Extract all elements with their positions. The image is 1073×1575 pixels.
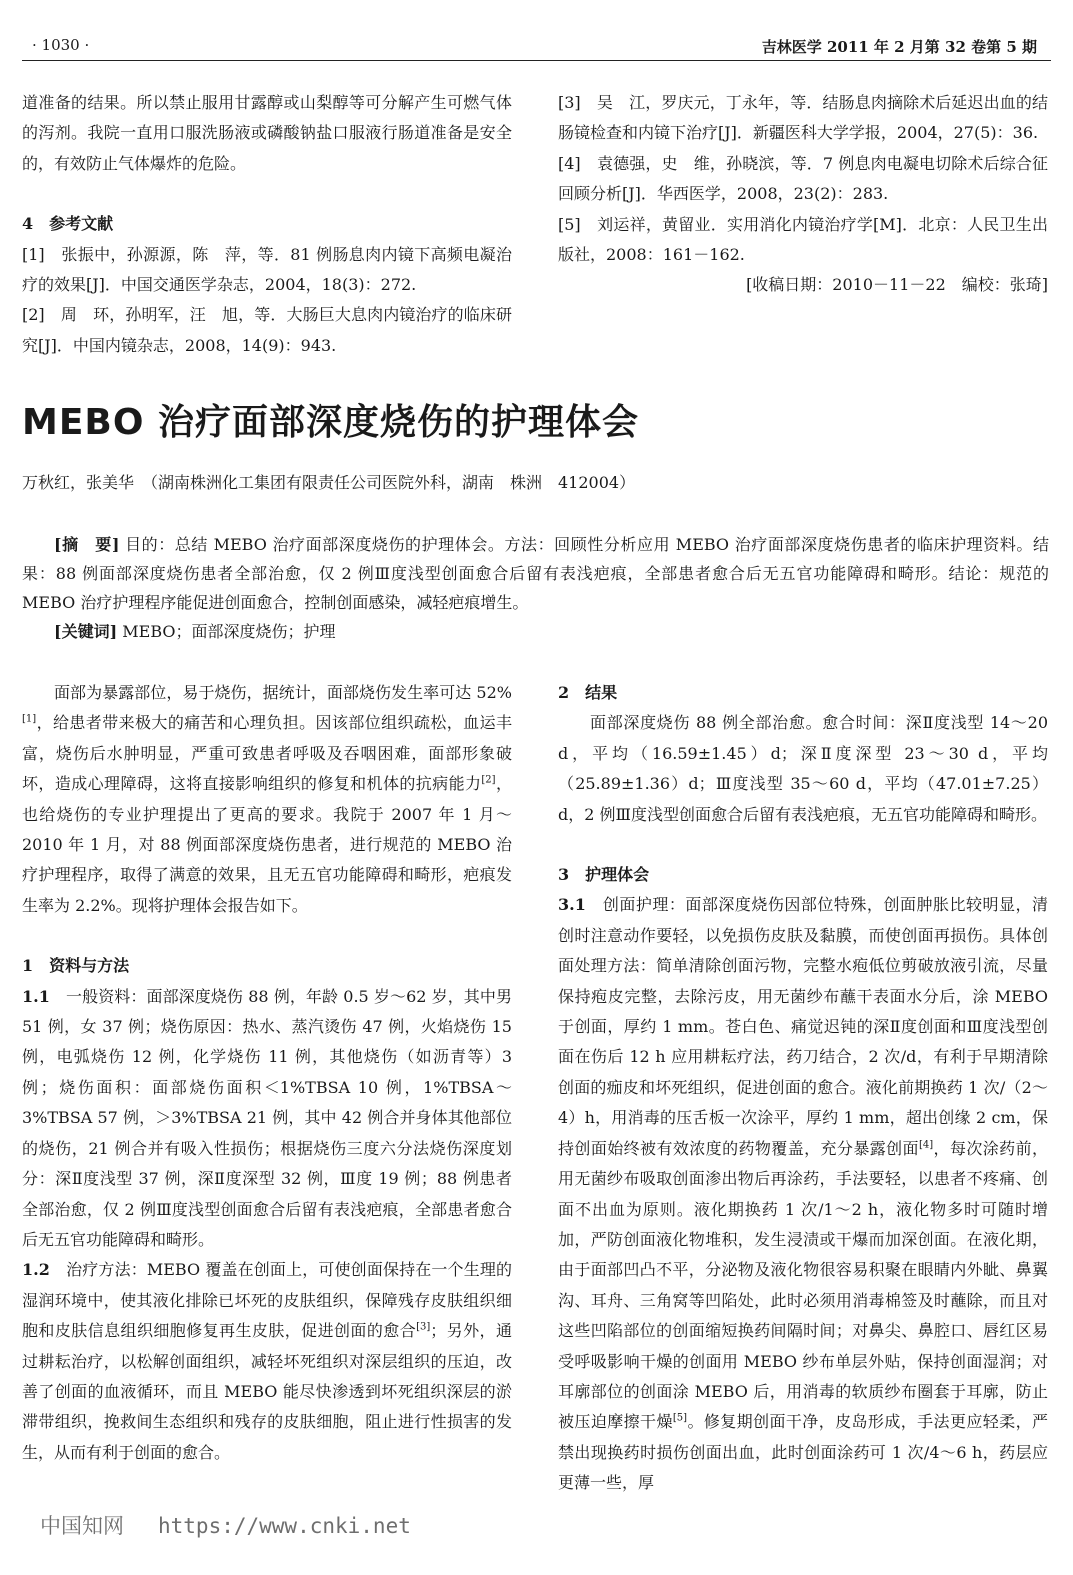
received-date: [收稿日期：2010－11－22 编校：张琦]: [746, 275, 1048, 295]
reference-1: [1] 张振中，孙源源，陈 萍，等．81 例肠息肉内镜下高频电凝治疗的效果[J]．中国交通医学杂志，2004，18(3)：272.: [22, 244, 512, 295]
keywords-text: MEBO；面部深度烧伤；护理: [122, 622, 336, 641]
reference-3: [3] 吴 江，罗庆元，丁永年，等．结肠息肉摘除术后延迟出血的结肠镜检查和内镜下治疗[J]．新疆医科大学学报，2004，27(5)：36.: [558, 93, 1048, 143]
abstract-text: 目的：总结 MEBO 治疗面部深度烧伤的护理体会。方法：回顾性分析应用 MEBO 治疗面部深度烧伤患者的临床护理资料。结果：88 例面部深度烧伤患者全部治愈，仅 2 例Ⅲ度浅型创面愈合后留有表浅疤痕，全部患者愈合后无五官功能障碍和畸形。结论：规范的 MEBO 治疗护理程序能促进创面愈合，控制创面感染，减轻疤痕增生。: [22, 535, 1049, 612]
section-2-heading: 2 结果: [558, 683, 618, 702]
intro-paragraph: 面部为暴露部位，易于烧伤，据统计，面部烧伤发生率可达 52%[1]，给患者带来极大的痛苦和心理负担。因该部位组织疏松，血运丰富，烧伤后水肿明显，严重可致患者呼吸及吞咽困难，面部形象破坏，造成心理障碍，这将直接影响组织的修复和机体的抗病能力[2]，也给烧伤的专业护理提出了更高的要求。我院于 2007 年 1 月～2010 年 1 月，对 88 例面部深度烧伤患者，进行规范的 MEBO 治疗护理程序，取得了满意的效果，且无五官功能障碍和畸形，疤痕发生率为 2.2%。现将护理体会报告如下。: [22, 683, 512, 915]
header-rule: [22, 60, 1051, 61]
body-left-column: [22, 678, 512, 1468]
abstract-label: [摘 要]: [54, 535, 120, 554]
reference-5: [5] 刘运祥，黄留业．实用消化内镜治疗学[M]．北京：人民卫生出版社，2008：161－162.: [558, 214, 1048, 265]
prev-article-right-column: [558, 88, 1048, 301]
abstract-block: [22, 530, 1049, 646]
journal-header: 吉林医学 2011 年 2 月第 32 卷第 5 期: [761, 38, 1037, 56]
section-1-heading: 1 资料与方法: [22, 956, 130, 976]
body-right-column: [558, 678, 1048, 1499]
watermark-logo-text: 中国知网: [40, 1514, 124, 1538]
keywords-label: [关键词]: [54, 622, 118, 641]
authors-affiliation: 万秋红，张美华 （湖南株洲化工集团有限责任公司医院外科，湖南 株洲 412004）: [22, 473, 636, 492]
prev-article-text: 道准备的结果。所以禁止服用甘露醇或山梨醇等可分解产生可燃气体的泻剂。我院一直用口服洗肠液或磷酸钠盐口服液行肠道准备是安全的，有效防止气体爆炸的危险。: [22, 93, 512, 173]
section-3-heading: 3 护理体会: [558, 865, 650, 885]
section-1-2-paragraph: 1.2 治疗方法：MEBO 覆盖在创面上，可使创面保持在一个生理的湿润环境中，使其液化排除已坏死的皮肤组织，保障残存皮肤组织细胞和皮肤信息组织细胞修复再生皮肤，促进创面的愈合[3]；另外，通过耕耘治疗，以松解创面组织，减轻坏死组织对深层组织的压迫，改善了创面的血液循环，而且 MEBO 能尽快渗透到坏死组织深层的淤滞带组织，挽救间生态组织和残存的皮肤细胞，阻止进行性损害的发生，从而有利于创面的愈合。: [22, 1260, 512, 1462]
prev-article-left-column: [22, 88, 512, 361]
article-title: MEBO 治疗面部深度烧伤的护理体会: [22, 402, 639, 443]
references-heading: 4 参考文献: [22, 214, 114, 234]
section-1-1-paragraph: 1.1 一般资料：面部深度烧伤 88 例，年龄 0.5 岁～62 岁，其中男 51 例，女 37 例；烧伤原因：热水、蒸汽烫伤 47 例，火焰烧伤 15 例，电弧烧伤 12 例，化学烧伤 11 例，其他烧伤（如沥青等）3 例；烧伤面积：面部烧伤面积＜1%TBSA 10 例，1%TBSA～3%TBSA 57 例，＞3%TBSA 21 例，其中 42 例合并身体其他部位的烧伤，21 例合并有吸入性损伤；根据烧伤三度六分法烧伤深度划分：深Ⅱ度浅型 37 例，深Ⅱ度深型 32 例，Ⅲ度 19 例；88 例患者全部治愈，仅 2 例Ⅲ度浅型创面愈合后留有表浅疤痕，全部患者愈合后无五官功能障碍和畸形。: [22, 986, 512, 1249]
watermark-url: https://www.cnki.net: [158, 1514, 411, 1538]
section-3-1-paragraph: 3.1 创面护理：面部深度烧伤因部位特殊，创面肿胀比较明显，清创时注意动作要轻，以免损伤皮肤及黏膜，而使创面再损伤。具体创面处理方法：简单清除创面污物，完整水疱低位剪破放液引流，尽量保持疱皮完整，去除污皮，用无菌纱布蘸干表面水分后，涂 MEBO 于创面，厚约 1 mm。苍白色、痛觉迟钝的深Ⅱ度创面和Ⅲ度浅型创面在伤后 12 h 应用耕耘疗法，药刀结合，2 次/d，有利于早期清除创面的痂皮和坏死组织，促进创面的愈合。液化前期换药 1 次/（2～4）h，用消毒的压舌板一次涂平，厚约 1 mm，超出创缘 2 cm，保持创面始终被有效浓度的药物覆盖，充分暴露创面[4]，每次涂药前，用无菌纱布吸取创面渗出物后再涂药，手法要轻，以患者不疼痛、创面不出血为原则。液化期换药 1 次/1～2 h，液化物多时可随时增加，严防创面液化物堆积，发生浸渍或干爆而加深创面。在液化期，由于面部凹凸不平，分泌物及液化物很容易积聚在眼睛内外眦、鼻翼沟、耳舟、三角窝等凹陷处，此时必须用消毒棉签及时蘸除，而且对这些凹陷部位的创面缩短换药间隔时间；对鼻尖、鼻腔口、唇红区易受呼吸影响干燥的创面用 MEBO 纱布单层外贴，保持创面湿润；对耳廓部位的创面涂 MEBO 后，用消毒的软质纱布圈套于耳廓，防止被压迫摩擦干燥[5]。修复期创面干净，皮岛形成，手法更应轻柔，严禁出现换药时损伤创面出血，此时创面涂药可 1 次/4～6 h，药层应更薄一些，厚: [558, 895, 1048, 1493]
section-2-paragraph: 面部深度烧伤 88 例全部治愈。愈合时间：深Ⅱ度浅型 14～20 d，平均（16.59±1.45）d；深Ⅱ度深型 23～30 d，平均（25.89±1.36）d；Ⅲ度浅型 35～60 d，平均（47.01±7.25）d，2 例Ⅲ度浅型创面愈合后留有表浅疤痕，无五官功能障碍和畸形。: [558, 713, 1048, 824]
cnki-watermark: [40, 1510, 411, 1540]
page-number: · 1030 ·: [32, 36, 90, 54]
reference-2: [2] 周 环，孙明军，汪 旭，等．大肠巨大息肉内镜治疗的临床研究[J]．中国内镜杂志，2008，14(9)：943.: [22, 305, 512, 355]
reference-4: [4] 袁德强，史 维，孙晓滨，等．7 例息肉电凝电切除术后综合征回顾分析[J]．华西医学，2008，23(2)：283.: [558, 153, 1048, 204]
